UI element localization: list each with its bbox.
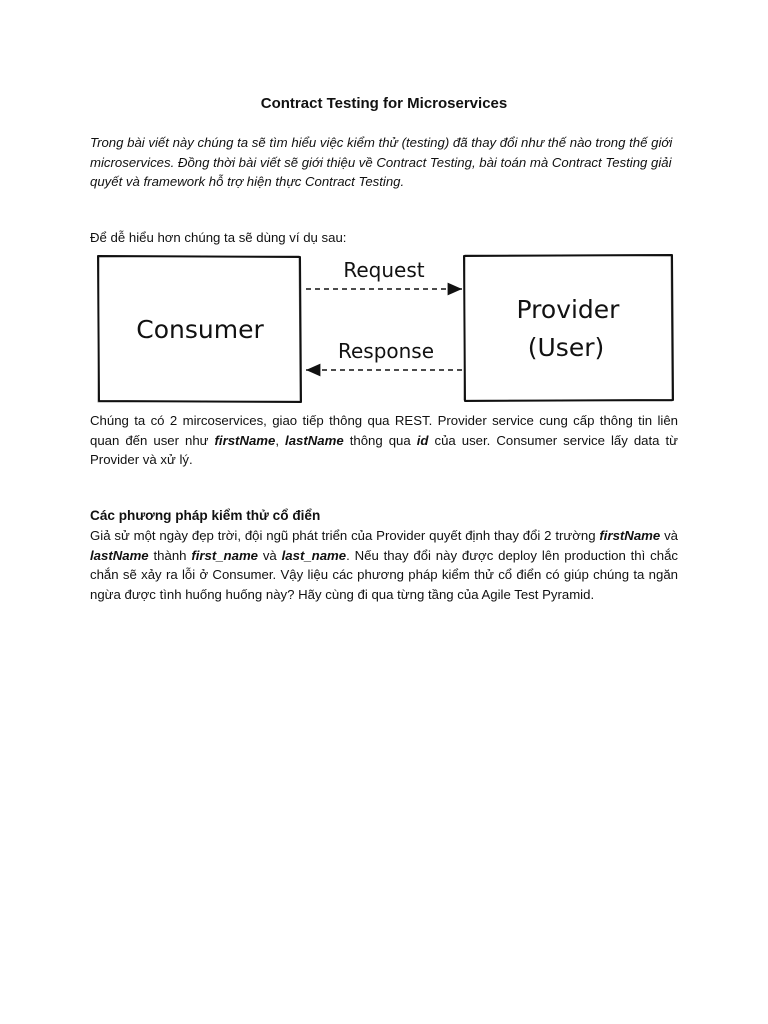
new-field-first-name: first_name [191, 547, 259, 563]
description-text-2: thông qua [343, 432, 417, 448]
response-label: Response [337, 339, 435, 363]
section-and-2: và [258, 547, 282, 563]
description-text-1: Chúng ta có 2 mircoservices, giao tiếp thông qua REST. Provider service cung cấp thông tin liên quan đến user như [90, 413, 678, 448]
new-field-last-name: last_name [281, 547, 347, 563]
contract-diagram [94, 250, 678, 408]
document-title: Contract Testing for Microservices [260, 95, 508, 112]
description-paragraph [90, 411, 678, 470]
provider-label-line2: (User) [527, 333, 605, 362]
lead-sentence: Để dễ hiểu hơn chúng ta sẽ dùng ví dụ sau: [90, 230, 347, 245]
section-body-paragraph [90, 526, 678, 604]
request-label: Request [343, 258, 425, 282]
consumer-label: Consumer [136, 315, 264, 344]
description-text-3: của user. Consumer service lấy data từ Provider và xử lý. [90, 432, 678, 467]
section-into: thành [148, 547, 192, 563]
provider-box [464, 255, 673, 401]
section-text-1: Giả sử một ngày đẹp trời, đội ngũ phát triển của Provider quyết định thay đổi 2 trường [90, 528, 600, 543]
section-text-2: . Nếu thay đổi này được deploy lên production thì chắc chắn sẽ xảy ra lỗi ở Consumer. Vậy liệu các phương pháp kiểm thử cổ điển có giúp chúng ta ngăn ngừa được tình huống huống này? Hãy cùng đi qua từng tầng của Agile Test Pyramid. [90, 547, 678, 602]
section-heading: Các phương pháp kiểm thử cổ điển [90, 508, 321, 523]
field-firstname: firstName [214, 432, 276, 448]
old-field-firstname: firstName [599, 528, 661, 543]
provider-label-line1: Provider [516, 295, 620, 324]
old-field-lastname: lastName [90, 547, 149, 563]
intro-paragraph: Trong bài viết này chúng ta sẽ tìm hiểu việc kiểm thử (testing) đã thay đổi như thế nào trong thế giới microservices. Đồng thời bài viết sẽ giới thiệu về Contract Testing, bài toán mà Contract Testing giải quyết và framework hỗ trợ hiện thực Contract Testing. [90, 135, 673, 189]
field-id: id [416, 432, 429, 448]
field-lastname: lastName [285, 432, 344, 448]
section-and-1: và [660, 528, 678, 543]
description-sep: , [275, 432, 286, 448]
